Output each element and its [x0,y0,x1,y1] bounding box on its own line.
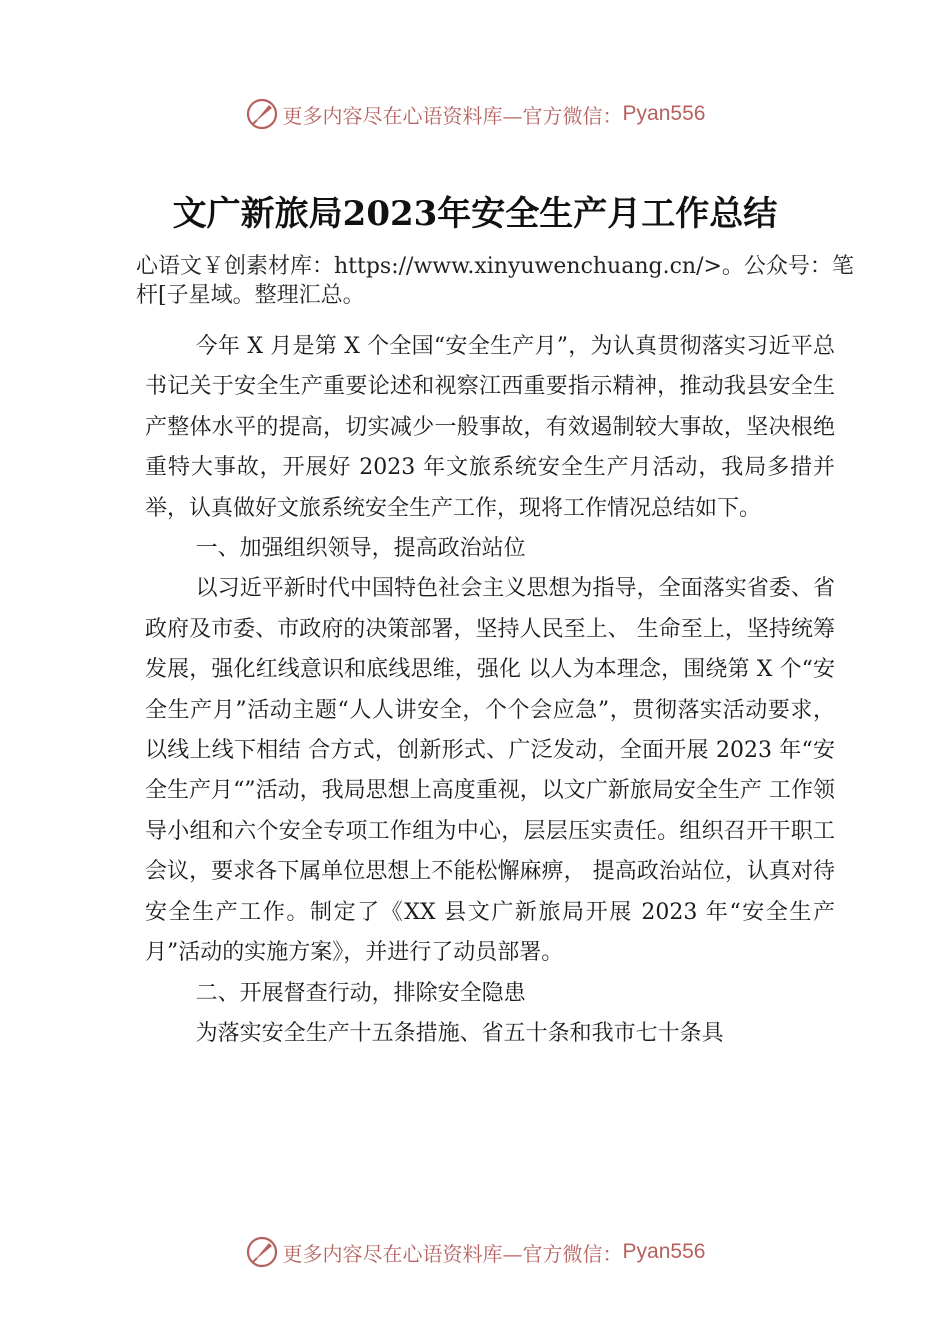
section-heading-2: 二、开展督查行动，排除安全隐患 [195,980,526,1006]
watermark-account: Pyan556 [622,1240,706,1263]
watermark-account: Pyan556 [622,102,706,125]
watermark-text: 更多内容尽在心语资料库—官方微信： [282,103,623,128]
paragraph-section-2: 为落实安全生产十五条措施、省五十条和我市七十条具 [195,1020,724,1046]
paragraph-section-1: 以习近平新时代中国特色社会主义思想为指导，全面落实省委、省政府及市委、市政府的决策部署，坚持人民至上、 生命至上，坚持统筹发展，强化红线意识和底线思维，强化 以人为本理念，围绕第 X 个“安全生产月”活动主题“人人讲安全，个个会应急”，贯彻落实活动要求，以线上线下相结 合方式，创新形式、广泛发动，全面开展 2023 年“安全生产月“”活动，我局思想上高度重视，以文广新旅局安全生产 工作领导小组和六个安全专项工作组为中心，层层压实责任。组织召开干职工会议，要求各下属单位思想上不能松懈麻痹， 提高政治站位，认真对待安全生产工作。制定了《XX 县文广新旅局开展 2023 年“安全生产月”活动的实施方案》，并进行了动员部署。 [145,576,835,966]
paragraph-intro: 今年 X 月是第 X 个全国“安全生产月”，为认真贯彻落实习近平总书记关于安全生产重要论述和视察江西重要指示精神，推动我县安全生产整体水平的提高，切实减少一般事故，有效遏制较大事故，坚决根绝重特大事故，开展好 2023 年文旅系统安全生产月活动，我局多措并举，认真做好文旅系统安全生产工作，现将工作情况总结如下。 [145,334,835,521]
document-body [145,327,835,1054]
quill-logo-icon [245,97,279,131]
document-title: 文广新旅局2023年安全生产月工作总结 [172,194,778,234]
section-heading-1: 一、加强组织领导，提高政治站位 [195,536,526,562]
watermark-text: 更多内容尽在心语资料库—官方微信： [282,1241,623,1266]
watermark-footer [0,1232,950,1272]
source-line: 心语文￥创素材库：https://www.xinyuwenchuang.cn/>。公众号：笔杆[子星域。整理汇总。 [136,254,854,308]
watermark-header [0,94,950,134]
quill-logo-icon [245,1235,279,1269]
